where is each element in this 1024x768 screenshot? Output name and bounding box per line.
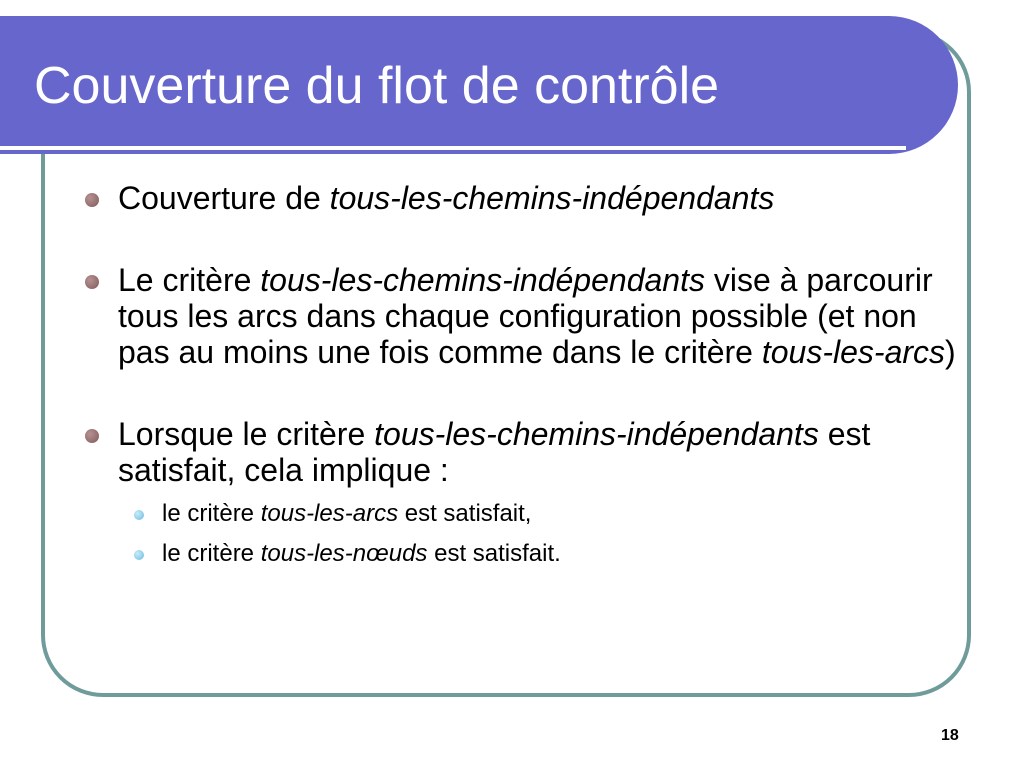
bullet-text: Couverture de: [118, 180, 330, 216]
sub-bullet-icon: [134, 550, 144, 560]
sub-bullet-text: le critère: [162, 540, 261, 567]
slide-title: Couverture du flot de contrôle: [34, 57, 720, 115]
title-bar: [0, 16, 958, 154]
sub-bullet-emphasis: tous-les-nœuds: [260, 540, 428, 567]
bullet-emphasis: tous-les-chemins-indépendants: [329, 180, 775, 216]
bullet-text: est satisfait, cela implique :: [118, 416, 871, 488]
bullet-emphasis: tous-les-arcs: [761, 334, 946, 370]
page-number: 18: [941, 727, 959, 744]
bullet-icon: [85, 193, 99, 207]
bullet-item: [80, 416, 960, 488]
bullet-item: [80, 262, 960, 370]
title-underline: [0, 146, 906, 150]
bullet-item: [80, 180, 960, 216]
sub-bullet-text: le critère: [162, 500, 261, 527]
bullet-list: [80, 180, 960, 568]
bullet-text: Le critère: [118, 262, 261, 298]
bullet-text: ): [945, 334, 956, 370]
sub-bullet-icon: [134, 510, 144, 520]
sub-bullet-item: [80, 500, 960, 528]
bullet-icon: [85, 275, 99, 289]
sub-bullet-emphasis: tous-les-arcs: [260, 500, 399, 527]
sub-bullet-text: est satisfait,: [398, 500, 532, 527]
bullet-emphasis: tous-les-chemins-indépendants: [260, 262, 705, 298]
bullet-icon: [85, 429, 99, 443]
bullet-text: vise à parcourir tous les arcs dans chaque configuration possible (et non pas au moins une fois comme dans le critère: [118, 262, 933, 370]
bullet-text: Lorsque le critère: [118, 416, 375, 452]
sub-bullet-text: est satisfait.: [427, 540, 561, 567]
sub-bullet-item: [80, 540, 960, 568]
bullet-emphasis: tous-les-chemins-indépendants: [374, 416, 819, 452]
